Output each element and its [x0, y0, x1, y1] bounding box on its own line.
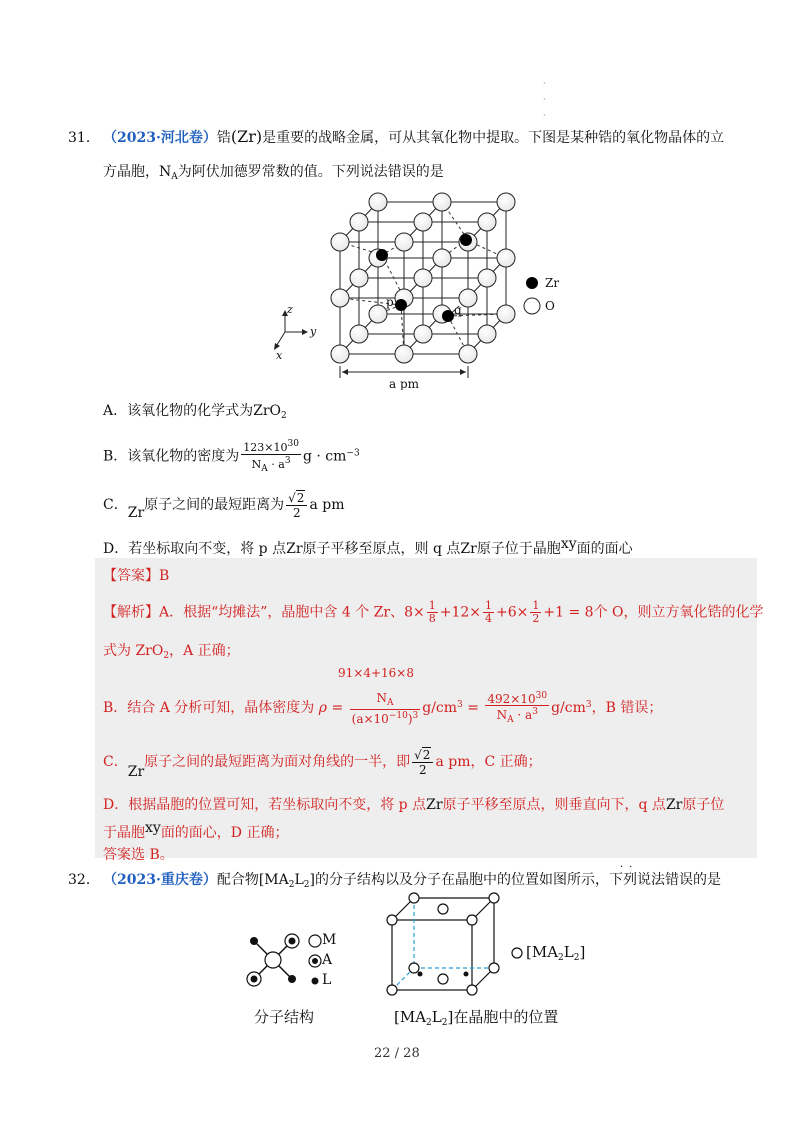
axis-y: y	[310, 325, 317, 338]
analysis-final: 答案选 B。	[103, 847, 174, 863]
zro2-unit-cell-figure	[260, 182, 580, 390]
q32-stem: （2023·重庆卷）配合物$[MA_2L_2]$的分子结构以及分子在晶胞中的位置如图所示，下列说法错误的是	[103, 872, 721, 890]
emphasized-word: 错误	[665, 872, 693, 888]
cell-legend-icon	[510, 946, 524, 960]
analysis-d-line2: 于晶胞xy面的面心，D 正确；	[103, 820, 289, 841]
emphasis-dots: ··	[620, 862, 639, 873]
answer-label: 【答案】B	[103, 568, 170, 584]
analysis-b-top: 91×4+16×8	[338, 666, 414, 680]
density-fraction: $\frac{123\times 10^{30}}{N_A \cdot a^3}$	[243, 439, 299, 474]
analysis-c-line: C．Zr原子之间的最短距离为面对角线的一半，即 $\frac{√2}{2}$ a pm，C 正确；	[103, 748, 542, 780]
legend-l: L	[322, 972, 332, 988]
analysis-d-line1: D．根据晶胞的位置可知，若坐标取向不变，将 p 点Zr原子平移至原点，则垂直向下，q 点Zr原子位	[103, 797, 725, 813]
unit-cell-figure	[380, 888, 500, 1000]
axis-x: x	[276, 349, 283, 362]
q32-source: （2023·重庆卷）	[103, 872, 217, 888]
page-number: 22 / 28	[374, 1046, 420, 1061]
legend-o: O	[545, 299, 555, 313]
caption-molecule: 分子结构	[254, 1008, 315, 1026]
legend-m: M	[322, 932, 337, 948]
analysis-a-line1: 【解析】A．根据“均摊法”，晶胞中含 4 个 Zr、8× $\frac{1}{8}$ +12× $\frac{1}{4}$ +6× $\frac{1}{2}$ +1 = 8个 O，则立方氧化锆的化学	[103, 599, 764, 625]
cell-legend-label: $[MA_2L_2]$	[526, 943, 586, 963]
density-calc-fraction: $\frac{N_A}{(a\times 10^{-10})^3}$	[351, 690, 419, 726]
zr-symbol: (Zr)	[230, 127, 263, 146]
axis-z: z	[287, 303, 293, 316]
q31-stem-line1: （2023·河北卷）锆(Zr)是重要的战略金属，可从其氧化物中提取。下图是某种锆的氧化物晶体的立	[103, 127, 725, 146]
q31-option-b[interactable]: B．该氧化物的密度为 $\frac{123\times 10^{30}}{N_A \cdot a^3}$ $g \cdot cm^{-3}$	[103, 439, 360, 474]
q31-number: 31．	[68, 130, 100, 146]
caption-unit-cell: $[MA_2L_2]$在晶胞中的位置	[394, 1008, 559, 1028]
analysis-a-line2: 式为 ZrO$_2$，A 正确；	[103, 643, 240, 661]
label-q: q	[454, 303, 462, 317]
q32-number: 32．	[68, 872, 100, 888]
margin-marks: · · ·	[543, 79, 546, 120]
legend-zr: Zr	[545, 276, 560, 290]
label-p: p	[386, 295, 394, 309]
q31-source: （2023·河北卷）	[103, 130, 217, 146]
sqrt2-over-2: $\frac{√2}{2}$	[286, 490, 307, 520]
dimension-a-pm: a pm	[388, 377, 420, 390]
q31-option-a[interactable]: A．该氧化物的化学式为ZrO$_2$	[103, 403, 287, 421]
q31-stem-line2: 方晶胞，$N_A$为阿伏加德罗常数的值。下列说法错误的是	[103, 164, 444, 182]
analysis-b-line: B．结合 A 分析可知，晶体密度为 ρ = $\frac{N_A}{(a\times 10^{-10})^3}$ $g/cm^3$ = $\frac{492\times 10^{30}}{N_A \cdot a^3}$ $g/cm^3$，B 错误；	[103, 690, 663, 726]
legend-a: A	[322, 952, 333, 968]
q31-option-d[interactable]: D．若坐标取向不变，将 p 点Zr原子平移至原点，则 q 点Zr原子位于晶胞xy面的面心	[103, 536, 633, 557]
q31-option-c[interactable]: C．Zr原子之间的最短距离为 $\frac{√2}{2}$ a pm	[103, 491, 345, 521]
